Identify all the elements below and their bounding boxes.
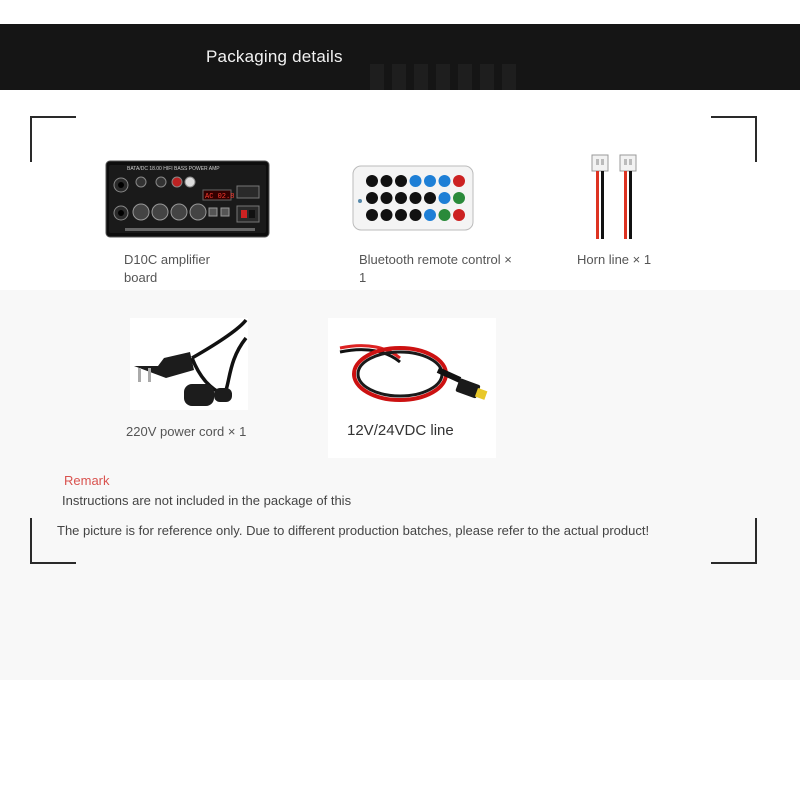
horn-line-image [586,153,646,241]
remote-button [395,192,407,204]
remote-button [424,209,436,221]
remote-button [366,192,378,204]
remote-button [395,209,407,221]
header-bar [0,24,800,90]
item-caption-horn-line: Horn line × 1 [577,252,652,267]
remark-text: Instructions are not included in the package of this [62,493,352,508]
amplifier-board-image [105,160,270,238]
item-caption-dc-line: 12V/24VDC line [347,422,454,439]
remote-button [381,175,393,187]
power-cord-image [130,318,248,410]
remote-button [453,175,465,187]
remote-button [410,175,422,187]
remote-button [439,192,451,204]
amp-display-text: AC 02.8 [205,193,235,201]
remote-button [395,175,407,187]
item-caption-remote-control: Bluetooth remote control × 1 [359,252,512,285]
page-title: Packaging details [206,47,343,66]
remote-button [366,175,378,187]
item-caption-amplifier-board: D10C amplifier board [124,252,210,285]
corner-bracket-bottom-right [711,518,757,564]
remote-button [453,192,465,204]
remote-button [453,209,465,221]
remote-button [366,209,378,221]
remark-label: Remark [64,473,110,488]
dc-line-image [328,318,496,458]
corner-bracket-top-right [711,116,757,162]
remote-button [410,209,422,221]
corner-bracket-top-left [30,116,76,162]
remote-button [439,175,451,187]
remote-button [424,175,436,187]
remote-button [381,192,393,204]
remote-button [410,192,422,204]
amp-board-top-text: BATA/DC 18.00 HIFI BASS POWER AMP [127,166,220,172]
remote-control-image [352,165,474,231]
item-caption-power-cord: 220V power cord × 1 [126,424,247,439]
remote-button [381,209,393,221]
remote-button [424,192,436,204]
remote-button [439,209,451,221]
reference-note: The picture is for reference only. Due to different production batches, please refer to the actual product! [57,523,650,538]
